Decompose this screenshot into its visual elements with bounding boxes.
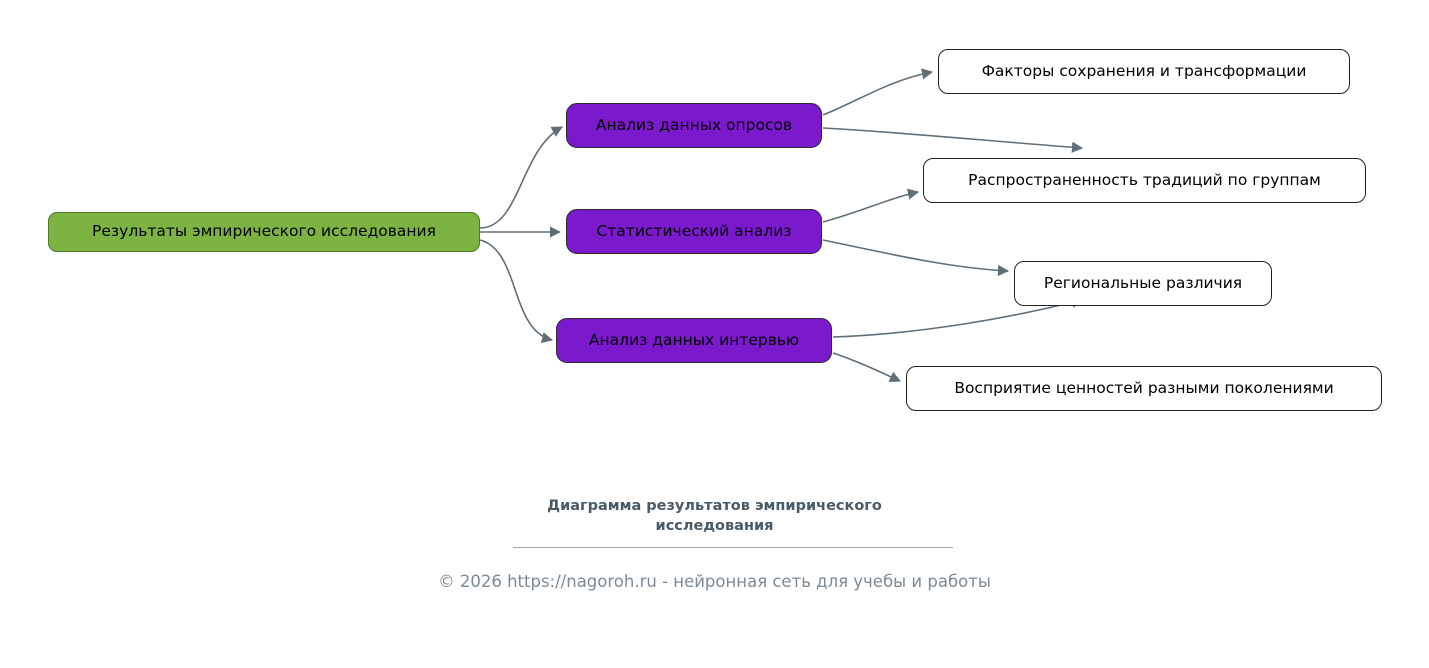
- node-vospriyatie-cennostej[interactable]: [906, 366, 1382, 411]
- edge-oprosov-to-rasprostranennost: [823, 128, 1082, 148]
- node-analiz-dannyh-intervyu[interactable]: [556, 318, 832, 363]
- node-faktory-sohraneniya[interactable]: [938, 49, 1350, 94]
- node-statisticheskij-analiz-label: Статистический анализ: [596, 221, 792, 240]
- diagram-caption-line2: исследования: [655, 517, 774, 534]
- edge-root-to-analiz-oprosov: [480, 127, 562, 228]
- footer-credit: © 2026 https://nagoroh.ru - нейронная сеть для учебы и работы: [438, 572, 991, 591]
- node-faktory-sohraneniya-label: Факторы сохранения и трансформации: [981, 61, 1307, 80]
- node-analiz-dannyh-intervyu-label: Анализ данных интервью: [588, 330, 800, 349]
- node-analiz-dannyh-oprosov[interactable]: [566, 103, 822, 148]
- edge-statistika-to-regionalnye: [823, 240, 1008, 271]
- caption-divider: [513, 547, 953, 548]
- edge-statistika-to-rasprostranennost: [823, 192, 918, 222]
- edge-intervyu-to-vospriyatie: [833, 353, 900, 381]
- edge-root-to-analiz-intervyu: [480, 240, 552, 340]
- node-analiz-dannyh-oprosov-label: Анализ данных опросов: [595, 115, 793, 134]
- diagram-caption: [0, 497, 1429, 536]
- node-vospriyatie-cennostej-label: Восприятие ценностей разными поколениями: [954, 378, 1334, 397]
- node-root[interactable]: [48, 212, 480, 252]
- node-regionalnye-razlichiya-label: Региональные различия: [1043, 273, 1243, 292]
- node-root-label: Результаты эмпирического исследования: [92, 222, 436, 241]
- node-regionalnye-razlichiya[interactable]: [1014, 261, 1272, 306]
- node-statisticheskij-analiz[interactable]: [566, 209, 822, 254]
- diagram-caption-line1: Диаграмма результатов эмпирического: [547, 498, 882, 514]
- node-rasprostranennost-tradicij[interactable]: [923, 158, 1366, 203]
- edge-oprosov-to-faktory: [823, 72, 932, 115]
- node-rasprostranennost-tradicij-label: Распространенность традиций по группам: [968, 170, 1321, 189]
